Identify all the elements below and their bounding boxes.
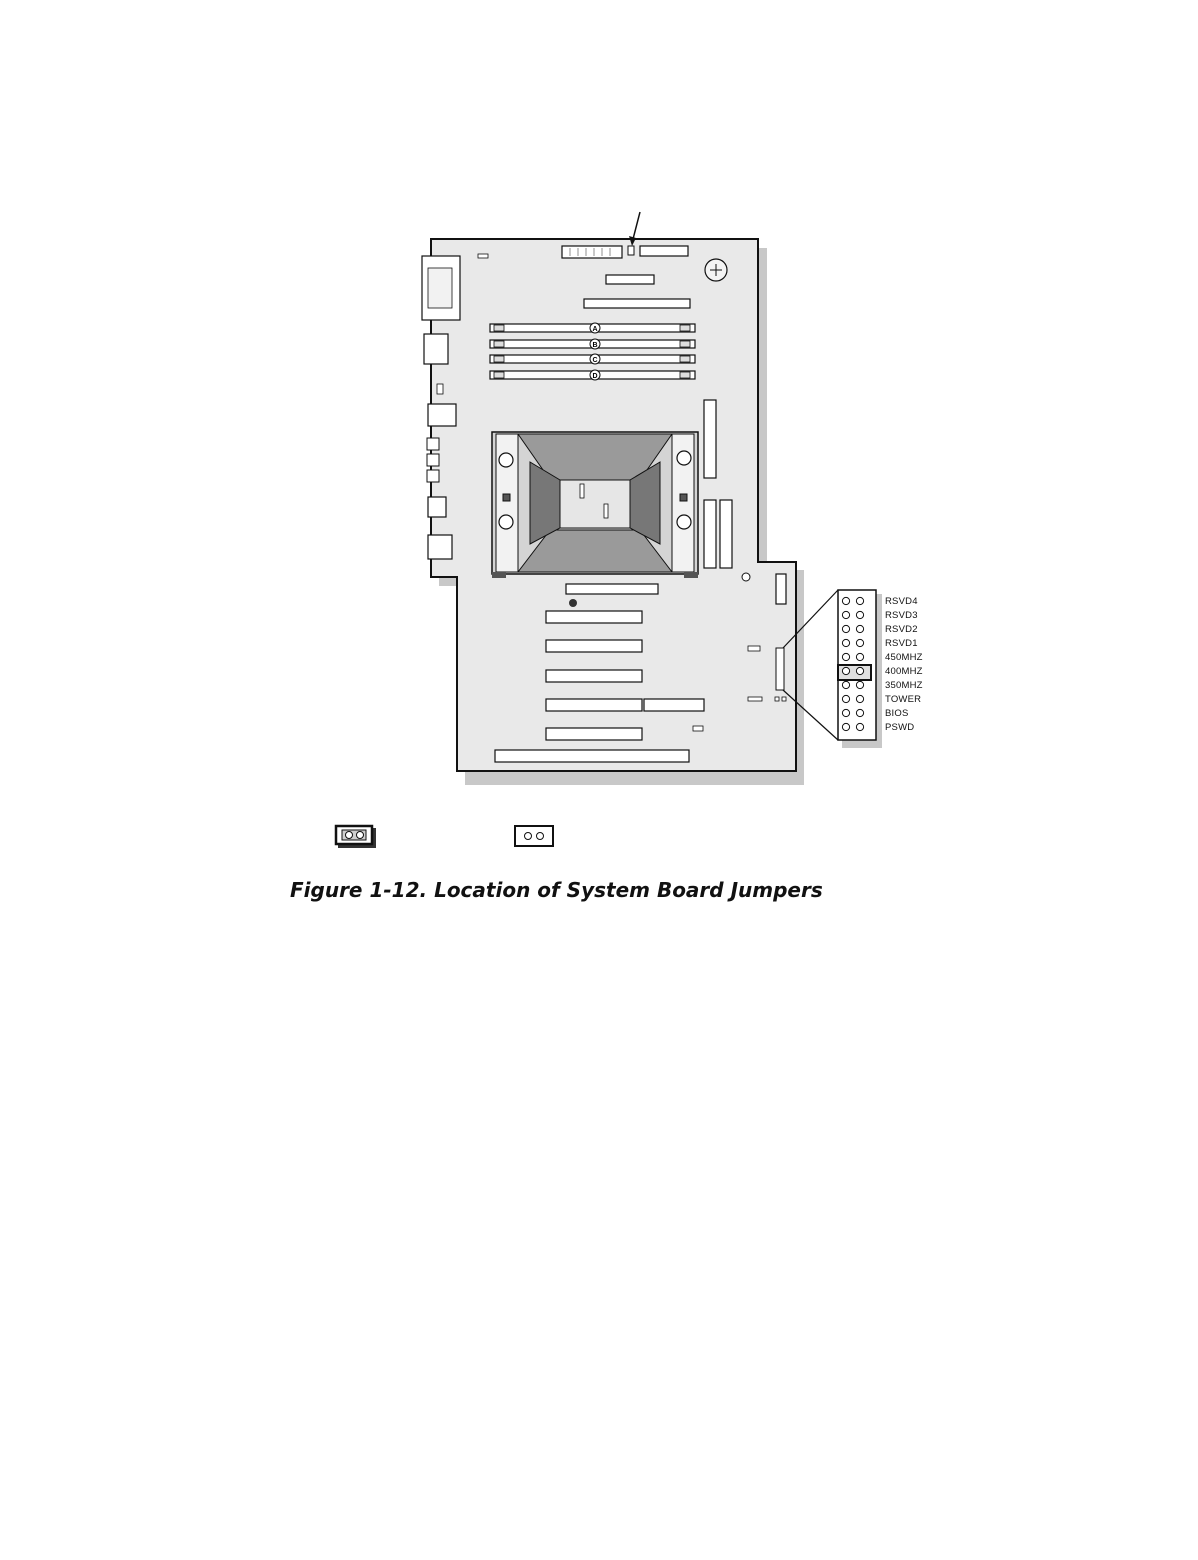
jumper-label-tower: TOWER [885,694,922,705]
small-header-2 [748,697,762,701]
jumper-pin-bios-1 [842,709,849,716]
jumper-pin-rsvd1-1 [842,639,849,646]
jumper-label-rsvd3: RSVD3 [885,610,918,621]
jumper-pin-400mhz-2 [856,667,863,674]
header-top-left [478,254,488,258]
ps2-port [428,497,446,517]
agp-slot [566,584,658,594]
jumper-pin-rsvd3-2 [856,611,863,618]
mounting-hole-right [742,573,750,581]
network-port [428,535,452,559]
jumper-pin-rsvd4-2 [856,597,863,604]
small-header-1 [748,646,760,651]
jumper-block-on-board [776,648,784,690]
pci-slot-2 [546,640,642,652]
unjumpered-icon [515,826,553,846]
jumper-pin-450mhz-1 [842,653,849,660]
audio-jack-1 [427,438,439,450]
jumper-pin-bios-2 [856,709,863,716]
jumper-label-rsvd1: RSVD1 [885,638,918,649]
dimm-label-c: C [592,357,598,364]
small-jumper-top [628,246,634,255]
jumper-pin-350mhz-2 [856,681,863,688]
pci-slot-3 [546,670,642,682]
pci-slot-5 [546,728,642,740]
jumper-pin-tower-2 [856,695,863,702]
vertical-header-right [776,574,786,604]
jumper-label-450mhz: 450MHZ [885,652,923,663]
pci-slot-4 [546,699,642,711]
audio-jack-3 [427,470,439,482]
jumper-pin-rsvd3-1 [842,611,849,618]
jumper-label-rsvd2: RSVD2 [885,624,918,635]
jumper-pin-rsvd2-1 [842,625,849,632]
jumper-pin-tower-1 [842,695,849,702]
jumper-pin-rsvd4-1 [842,597,849,604]
jumper-label-400mhz: 400MHZ [885,666,923,677]
jumper-pin-400mhz-1 [842,667,849,674]
parallel-port-inner [428,268,452,308]
dimm-label-d: D [592,373,598,380]
scsi-connector [584,299,690,308]
dimm-label-a: A [592,326,598,333]
jumpered-icon [336,826,376,848]
jumper-label-pswd: PSWD [885,722,915,733]
processor-retention-bracket [492,432,698,578]
mounting-hole-center [569,599,577,607]
jumper-pin-350mhz-1 [842,681,849,688]
small-header-4 [775,697,779,701]
pci-slot-1 [546,611,642,623]
dimm-label-b: B [592,342,598,349]
figure-caption: Figure 1-12. Location of System Board Jumpers [290,878,823,902]
small-header-left [437,384,443,394]
isa-slot-bottom [495,750,689,762]
isa-slot-shared [644,699,704,711]
jumper-label-bios: BIOS [885,708,909,719]
usb-port [428,404,456,426]
ide-connector-secondary [720,500,732,568]
vertical-connector-long [704,400,716,478]
jumper-pin-rsvd2-2 [856,625,863,632]
ide-header-small [606,275,654,284]
jumper-pin-pswd-2 [856,723,863,730]
audio-jack-2 [427,454,439,466]
ide-connector-primary [704,500,716,568]
power-connector [562,246,622,258]
jumper-label-350mhz: 350MHZ [885,680,923,691]
serial-port [424,334,448,364]
jumper-pin-pswd-1 [842,723,849,730]
jumper-pin-450mhz-2 [856,653,863,660]
small-header-5 [782,697,786,701]
jumper-label-rsvd4: RSVD4 [885,596,918,607]
jumper-pin-rsvd1-2 [856,639,863,646]
small-header-3 [693,726,703,731]
floppy-connector [640,246,688,256]
